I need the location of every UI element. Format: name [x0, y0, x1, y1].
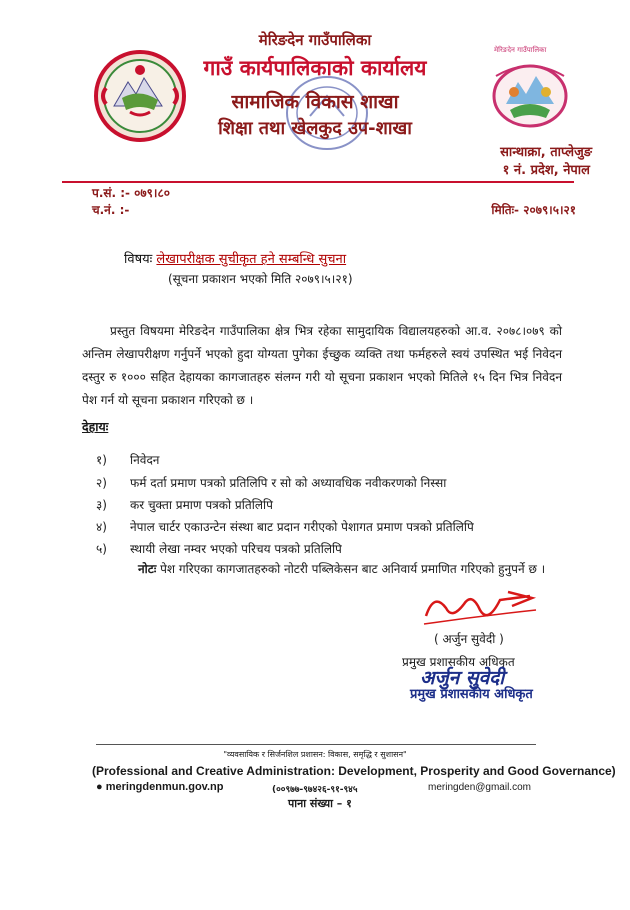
list-item — [96, 496, 273, 513]
note-line — [138, 560, 545, 577]
page-count: पाना संख्या – १ — [288, 797, 352, 810]
footer-email: meringden@gmail.com — [428, 782, 531, 793]
signature-scribble — [420, 586, 540, 630]
note-text: पेश गरिएका कागजातहरुको नोटरी पब्लिकेसन बाट अनिवार्य प्रमाणित गरिएको हुनुपर्ने छ । — [160, 562, 546, 576]
subject-label: विषयः — [124, 252, 153, 267]
signature-stamp-title: प्रमुख प्रशासकीय अधिकृत — [410, 687, 533, 702]
address-line-1: सान्थाक्रा, ताप्लेजुङ — [500, 145, 592, 160]
list-item-text: कर चुक्ता प्रमाण पत्रको प्रतिलिपि — [130, 498, 273, 512]
attachments-heading: देहायः — [82, 419, 109, 434]
list-item-text: फर्म दर्ता प्रमाण पत्रको प्रतिलिपि र सो को अध्यावधिक नवीकरणको निस्सा — [130, 476, 447, 490]
list-item-number: १) — [96, 453, 107, 467]
note-label: नोटः — [138, 562, 157, 576]
list-item-number: ५) — [96, 542, 107, 556]
office-title: गाउँ कार्यपालिकाको कार्यालय — [203, 56, 427, 80]
subject-text: लेखापरीक्षक सुचीकृत हने सम्बन्धि सुचना — [156, 252, 347, 267]
list-item-text: निवेदन — [130, 453, 160, 467]
reference-number: प.सं. :- ०७९।८० — [92, 186, 170, 200]
address-line-2: १ नं. प्रदेश, नेपाल — [502, 163, 590, 178]
globe-icon: ● — [96, 781, 103, 793]
list-item — [96, 474, 446, 491]
notice-body: प्रस्तुत विषयमा मेरिङदेन गाउँपालिका क्षेत्र भित्र रहेका सामुदायिक विद्यालयहरुको आ.व. २०७८।०७९ को अन्तिम लेखापरीक्षण गर्नुपर्ने भएको हुदा योग्यता पुगेका ईच्छुक व्यक्ति तथा फर्महरुले स्वयं उपस्थित भई निवेदन दस्तुर रु १००० सहित देहायका कागजातहरु संलग्न गरी यो सूचना प्रकाशन भएको मितिले १५ दिन भित्र निवेदन पेश गर्न यो सूचना प्रकाशन गरिएको छ । — [82, 324, 562, 407]
right-logo-caption: मेरिङदेन गाउँपालिका — [494, 46, 547, 54]
subject-line — [124, 249, 346, 267]
municipality-name: मेरिङदेन गाउँपालिका — [258, 31, 372, 49]
footer-motto: "व्यवसायिक र सिर्जनशिल प्रशासन: विकास, समृद्धि र सुशासन" — [223, 750, 407, 759]
signature-stamp-name: अर्जुन सुवेदी — [420, 667, 505, 689]
list-item — [96, 540, 342, 557]
list-item — [96, 518, 474, 535]
signatory-name: ( अर्जुन सुवेदी ) — [434, 632, 504, 646]
website-text: meringdenmun.gov.np — [105, 781, 224, 793]
letter-date: मितिः- २०७९।५।२१ — [491, 203, 576, 217]
list-item-text: स्थायी लेखा नम्वर भएको परिचय पत्रको प्रतिलिपि — [130, 542, 342, 556]
list-item-number: २) — [96, 476, 107, 490]
footer-phone: (००९७७-९७४२६-९१-९४५ — [272, 785, 358, 795]
branch-title: सामाजिक विकास शाखा — [231, 91, 399, 113]
footer-website — [96, 781, 223, 793]
footer-english-motto: (Professional and Creative Administration: Development, Prosperity and Good Governance) — [92, 764, 616, 778]
list-item-number: ३) — [96, 498, 107, 512]
footer-divider — [96, 744, 536, 745]
dispatch-number: च.नं. :- — [92, 203, 130, 217]
list-item-text: नेपाल चार्टर एकाउन्टेन संस्था बाट प्रदान गरीएको पेशागत प्रमाण पत्रको प्रतिलिपि — [130, 520, 474, 534]
subject-note: (सूचना प्रकाशन भएको मिति २०७९।५।२१) — [168, 272, 353, 286]
header-divider — [62, 181, 574, 183]
list-item-number: ४) — [96, 520, 107, 534]
list-item — [96, 451, 159, 468]
signatory-title: प्रमुख प्रशासकीय अधिकृत — [402, 655, 515, 669]
sub-branch-title: शिक्षा तथा खेलकुद उप-शाखा — [218, 118, 412, 139]
